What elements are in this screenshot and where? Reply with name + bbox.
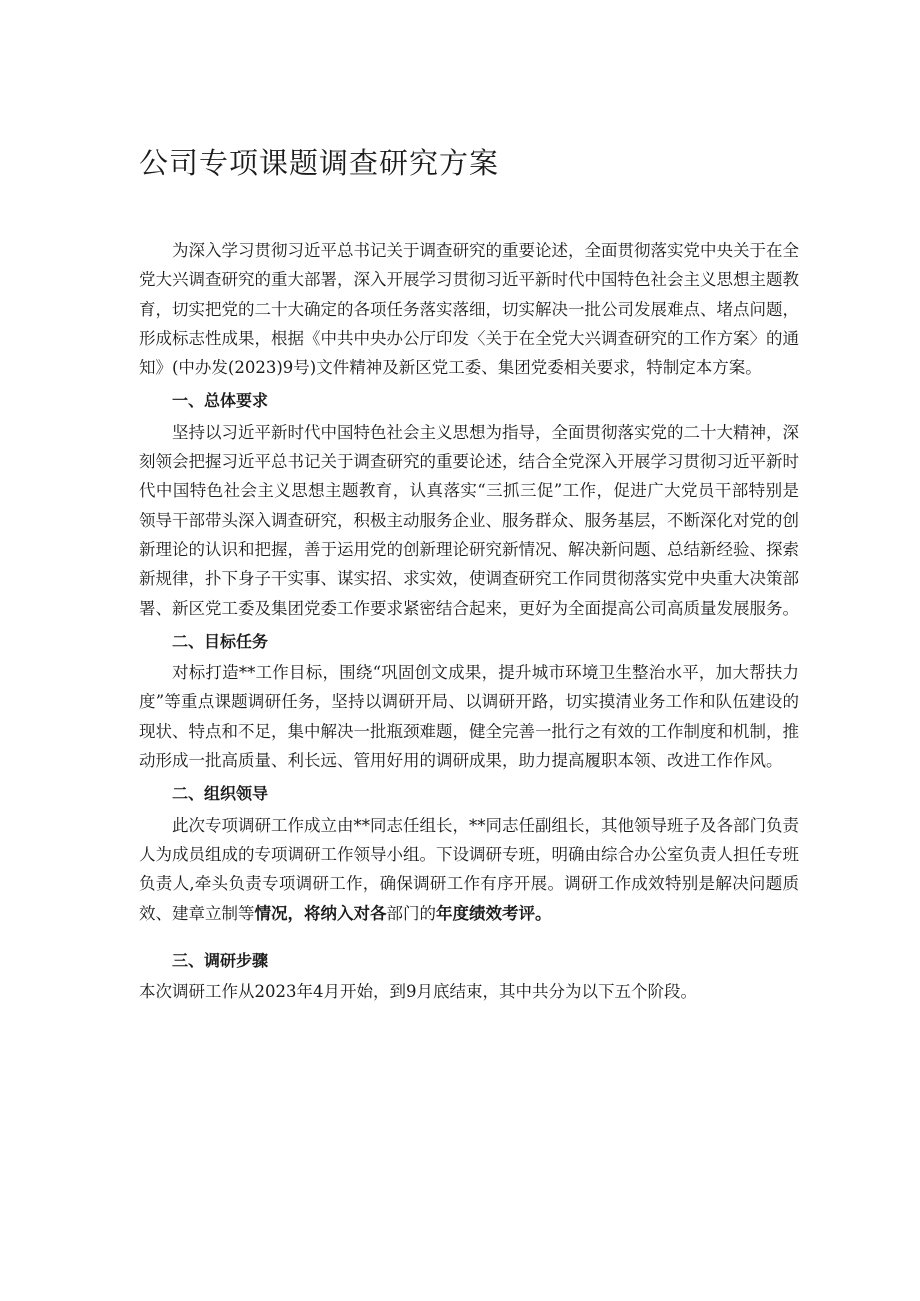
section-heading-target-tasks: 二、目标任务	[172, 631, 269, 651]
spacer	[139, 928, 799, 942]
section-heading-research-steps: 三、调研步骤	[172, 950, 269, 970]
section-paragraph-research-steps: 本次调研工作从2023年4月开始，到9月底结束，其中共分为以下五个阶段。	[139, 982, 697, 1002]
organization-text-part-c: 部门的	[386, 903, 436, 923]
organization-text-part-a: 此次专项调研工作成立由**同志任组长，**同志任副组长，其他领导班子及各部门负责人为成员组成的专项调研工作领导小组。下设调研专班，明确由综合办公室负责人担任专班负责人,牵头负责专项调研工作，确保调研工作有序开展。调研工作成效特别是解决问题质效、建章立制等	[139, 815, 799, 923]
section-heading-organization: 二、组织领导	[172, 784, 269, 804]
document-body	[139, 236, 799, 1006]
section-heading-overall-requirements: 一、总体要求	[172, 391, 269, 411]
section-paragraph-organization	[139, 811, 799, 928]
section-paragraph-target-tasks: 对标打造**工作目标，围绕“巩固创文成果，提升城市环境卫生整治水平，加大帮扶力度”等重点课题调研任务，坚持以调研开局、以调研开路，切实摸清业务工作和队伍建设的现状、特点和不足，集中解决一批瓶颈难题，健全完善一批行之有效的工作制度和机制，推动形成一批高质量、利长远、管用好用的调研成果，助力提高履职本领、改进工作作风。	[139, 663, 799, 771]
organization-text-part-b: 情况，将纳入对各	[254, 903, 387, 923]
document-title: 公司专项课题调查研究方案	[139, 146, 500, 180]
section-paragraph-overall-requirements: 坚持以习近平新时代中国特色社会主义思想为指导，全面贯彻落实党的二十大精神，深刻领会把握习近平总书记关于调查研究的重要论述，结合全党深入开展学习贯彻习近平新时代中国特色社会主义思想主题教育，认真落实“三抓三促”工作，促进广大党员干部特别是领导干部带头深入调查研究，积极主动服务企业、服务群众、服务基层，不断深化对党的创新理论的认识和把握，善于运用党的创新理论研究新情况、解决新问题、总结新经验、探索新规律，扑下身子干实事、谋实招、求实效，使调查研究工作同贯彻落实党中央重大决策部署、新区党工委及集团党委工作要求紧密结合起来，更好为全面提高公司高质量发展服务。	[139, 422, 799, 618]
intro-paragraph: 为深入学习贯彻习近平总书记关于调查研究的重要论述，全面贯彻落实党中央关于在全党大兴调查研究的重大部署，深入开展学习贯彻习近平新时代中国特色社会主义思想主题教育，切实把党的二十大确定的各项任务落实落细，切实解决一批公司发展难点、堵点问题，形成标志性成果，根据《中共中央办公厅印发〈关于在全党大兴调查研究的工作方案〉的通知》(中办发(2023)9号)文件精神及新区党工委、集团党委相关要求，特制定本方案。	[139, 241, 799, 378]
organization-text-part-d: 年度绩效考评。	[436, 903, 552, 923]
